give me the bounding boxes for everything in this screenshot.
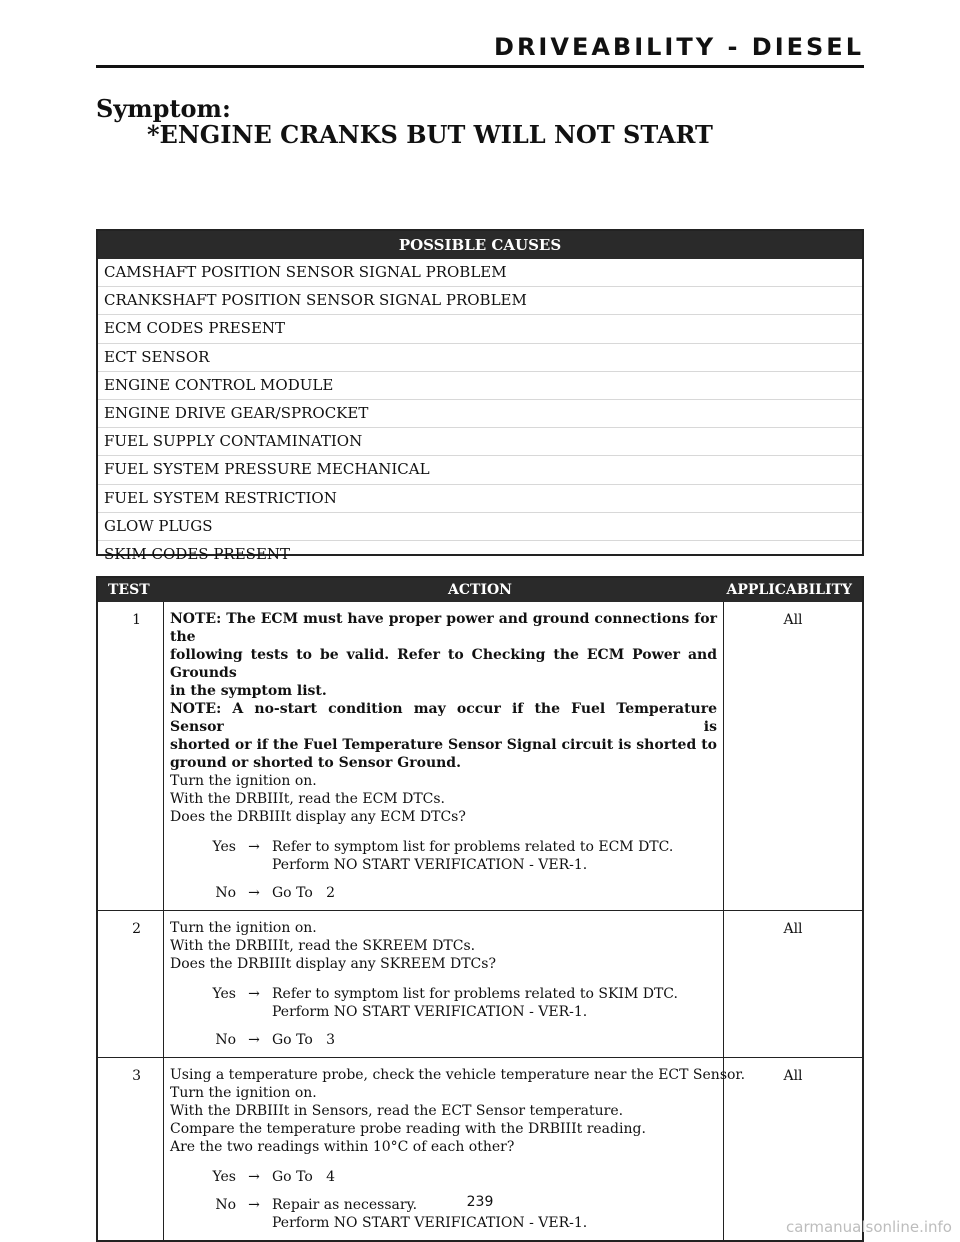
test-number: 3 — [98, 1058, 164, 1240]
test-table — [96, 576, 864, 1242]
test-applicability: All — [783, 921, 803, 937]
test-action — [164, 911, 724, 1057]
arrow-icon: → — [248, 839, 260, 855]
no-branch — [170, 884, 717, 902]
test-row — [98, 910, 862, 1057]
note-line: following tests to be valid. Refer to Checking the ECM Power and Grounds — [170, 647, 717, 681]
symptom-text: *ENGINE CRANKS BUT WILL NOT START — [147, 120, 713, 149]
yes-result-line: Perform NO START VERIFICATION - VER-1. — [272, 857, 588, 873]
yes-label: Yes — [212, 839, 236, 855]
possible-causes-list — [98, 259, 862, 568]
arrow-icon: → — [248, 1032, 260, 1048]
branches — [170, 838, 717, 902]
instruction-line: Compare the temperature probe reading with the DRBIIIt reading. — [170, 1121, 646, 1137]
cause-item: ENGINE CONTROL MODULE — [98, 372, 862, 400]
note-line: in the symptom list. — [170, 683, 327, 699]
test-applicability: All — [783, 612, 803, 628]
arrow-icon: → — [248, 1197, 260, 1213]
cause-item: SKIM CODES PRESENT — [104, 544, 291, 563]
no-label: No — [215, 1197, 236, 1213]
yes-branch — [170, 838, 717, 874]
no-result-line: Repair as necessary. — [272, 1197, 418, 1213]
instruction-line: Does the DRBIIIt display any ECM DTCs? — [170, 809, 466, 825]
note-line: ground or shorted to Sensor Ground. — [170, 755, 461, 771]
instruction-line: Are the two readings within 10°C of each other? — [170, 1139, 515, 1155]
note-line: NOTE: A no-start condition may occur if the Fuel Temperature Sensor is — [170, 701, 717, 735]
symptom-label: Symptom: — [96, 94, 231, 123]
watermark: carmanualsonline.info — [786, 1218, 952, 1236]
cause-item: ECM CODES PRESENT — [98, 315, 862, 343]
instruction-line: With the DRBIIIt, read the ECM DTCs. — [170, 791, 446, 807]
no-result-line: Perform NO START VERIFICATION - VER-1. — [272, 1215, 588, 1231]
instruction-line: With the DRBIIIt, read the SKREEM DTCs. — [170, 938, 476, 954]
branches — [170, 985, 717, 1049]
no-result: Go To 2 — [272, 885, 335, 901]
section-title: DRIVEABILITY - DIESEL — [494, 33, 864, 61]
yes-label: Yes — [212, 986, 236, 1002]
yes-branch — [170, 985, 717, 1021]
no-branch — [170, 1031, 717, 1049]
test-number: 1 — [98, 602, 164, 910]
header-applicability: APPLICABILITY — [726, 582, 852, 598]
cause-item: CAMSHAFT POSITION SENSOR SIGNAL PROBLEM — [98, 259, 862, 287]
no-label: No — [215, 885, 236, 901]
cause-item: ECT SENSOR — [98, 344, 862, 372]
yes-result-line: Refer to symptom list for problems related to SKIM DTC. — [272, 986, 678, 1002]
header-rule — [96, 65, 864, 68]
yes-result: Go To 4 — [272, 1169, 335, 1185]
arrow-icon: → — [248, 986, 260, 1002]
possible-causes-heading: POSSIBLE CAUSES — [98, 231, 862, 259]
cause-item: GLOW PLUGS — [98, 513, 862, 541]
test-table-header — [98, 578, 862, 602]
test-applicability: All — [783, 1068, 803, 1084]
instruction-line: Using a temperature probe, check the vehicle temperature near the ECT Sensor. — [170, 1067, 746, 1083]
no-label: No — [215, 1032, 236, 1048]
test-row — [98, 1057, 862, 1240]
cause-item: FUEL SYSTEM PRESSURE MECHANICAL — [98, 456, 862, 484]
instruction-line: Turn the ignition on. — [170, 920, 317, 936]
note-line: shorted or if the Fuel Temperature Sensor Signal circuit is shorted to — [170, 737, 717, 753]
test-action — [164, 602, 724, 910]
test-number: 2 — [98, 911, 164, 1057]
yes-result — [272, 985, 717, 1021]
arrow-icon: → — [248, 1169, 260, 1185]
note-line: NOTE: The ECM must have proper power and ground connections for the — [170, 611, 717, 645]
header-action: ACTION — [448, 582, 512, 598]
instruction-line: Turn the ignition on. — [170, 1085, 317, 1101]
instruction-line: Does the DRBIIIt display any SKREEM DTCs? — [170, 956, 496, 972]
yes-result-line: Refer to symptom list for problems related to ECM DTC. — [272, 839, 674, 855]
instruction-line: With the DRBIIIt in Sensors, read the ECT Sensor temperature. — [170, 1103, 624, 1119]
yes-branch — [170, 1168, 717, 1186]
possible-causes-box — [96, 229, 864, 563]
instruction-line: Turn the ignition on. — [170, 773, 317, 789]
yes-result-line: Perform NO START VERIFICATION - VER-1. — [272, 1004, 588, 1020]
page-number: 239 — [466, 1194, 494, 1210]
test-action — [164, 1058, 746, 1240]
arrow-icon: → — [248, 885, 260, 901]
yes-label: Yes — [212, 1169, 236, 1185]
yes-result — [272, 838, 717, 874]
no-result: Go To 3 — [272, 1032, 335, 1048]
cause-item: ENGINE DRIVE GEAR/SPROCKET — [98, 400, 862, 428]
header-test: TEST — [108, 582, 150, 598]
cause-item: CRANKSHAFT POSITION SENSOR SIGNAL PROBLEM — [98, 287, 862, 315]
test-row — [98, 602, 862, 910]
cause-item: FUEL SYSTEM RESTRICTION — [98, 485, 862, 513]
cause-item: FUEL SUPPLY CONTAMINATION — [98, 428, 862, 456]
